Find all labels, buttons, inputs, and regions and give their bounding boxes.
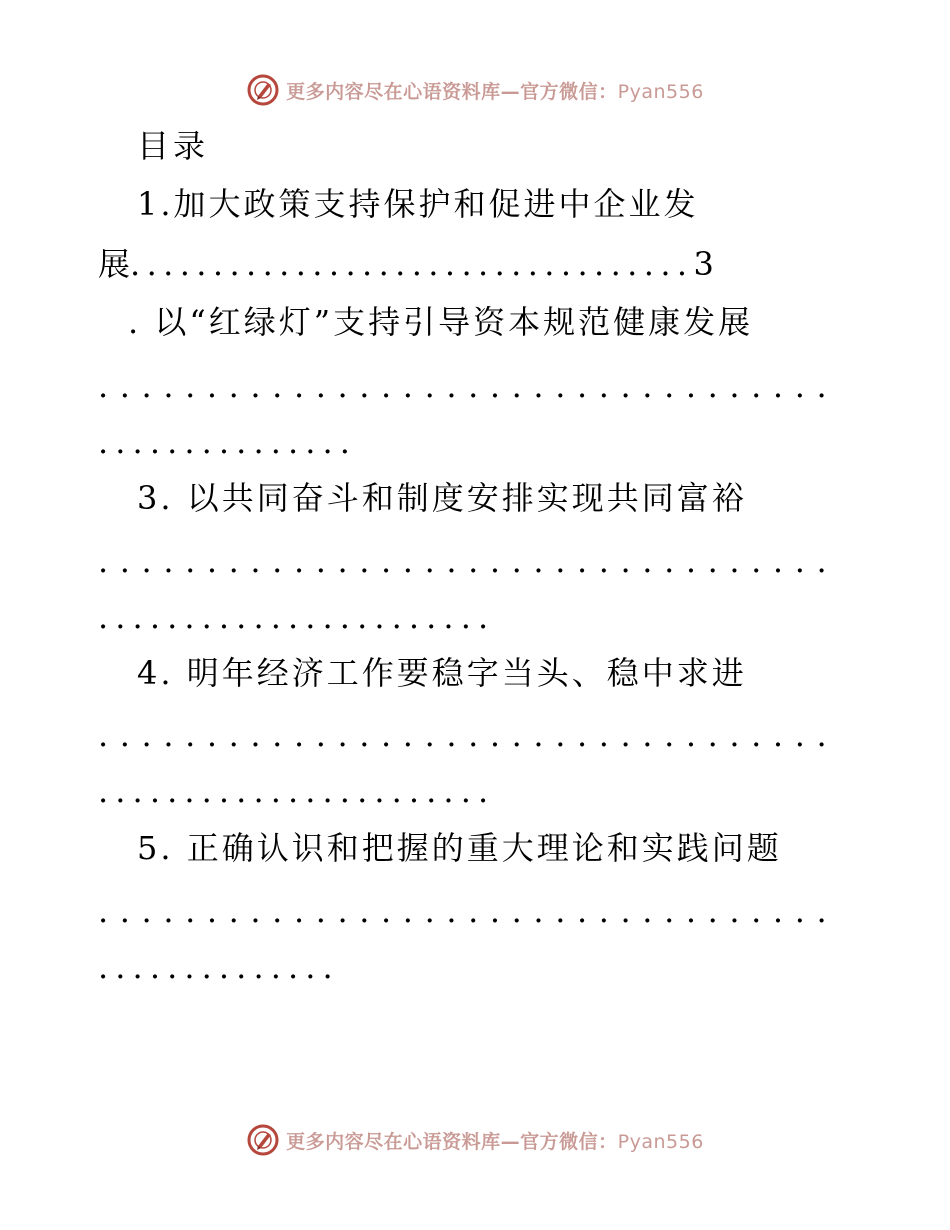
toc-item-5-title: 5. 正确认识和把握的重大理论和实践问题	[137, 829, 782, 867]
toc-item-3-dots-line-1: ..................................	[98, 542, 839, 580]
toc-item-5-dots-line-1: ..................................	[98, 892, 839, 930]
toc-item-1-title: 1.加大政策支持保护和促进中企业发	[137, 185, 699, 223]
watermark-text-cn: 更多内容尽在心语资料库—官方微信：	[286, 80, 618, 103]
toc-item-1-page: 3	[693, 245, 714, 283]
toc-item-2-dots-line-1: ..................................	[98, 367, 839, 405]
toc-item-2-dots-line-2: ...............	[98, 423, 358, 461]
watermark-text-cn: 更多内容尽在心语资料库—官方微信：	[286, 1130, 618, 1153]
toc-item-3-dots-line-2: .......................	[98, 598, 496, 636]
footer-watermark	[0, 1120, 950, 1160]
toc-item-3-title: 3. 以共同奋斗和制度安排实现共同富裕	[137, 479, 747, 517]
toc-item-1-cont-text: 展	[98, 245, 131, 283]
watermark-wechat-id: Pyan556	[617, 1130, 704, 1153]
toc-item-5-dots-line-2: ..............	[98, 948, 340, 986]
toc-item-1-continuation	[98, 244, 714, 284]
toc-item-4-title: 4. 明年经济工作要稳字当头、稳中求进	[137, 654, 747, 692]
toc-item-4-dots-line-1: ..................................	[98, 716, 839, 754]
toc-title: 目录	[137, 127, 210, 165]
pen-circle-logo-icon	[246, 1123, 280, 1157]
watermark-text	[286, 1127, 704, 1154]
toc-item-2-title: . 以“红绿灯”支持引导资本规范健康发展	[128, 303, 754, 341]
toc-item-4-dots-line-2: .......................	[98, 772, 496, 810]
watermark-wechat-id: Pyan556	[617, 80, 704, 103]
toc-item-1-dots: ..................................	[130, 245, 694, 283]
